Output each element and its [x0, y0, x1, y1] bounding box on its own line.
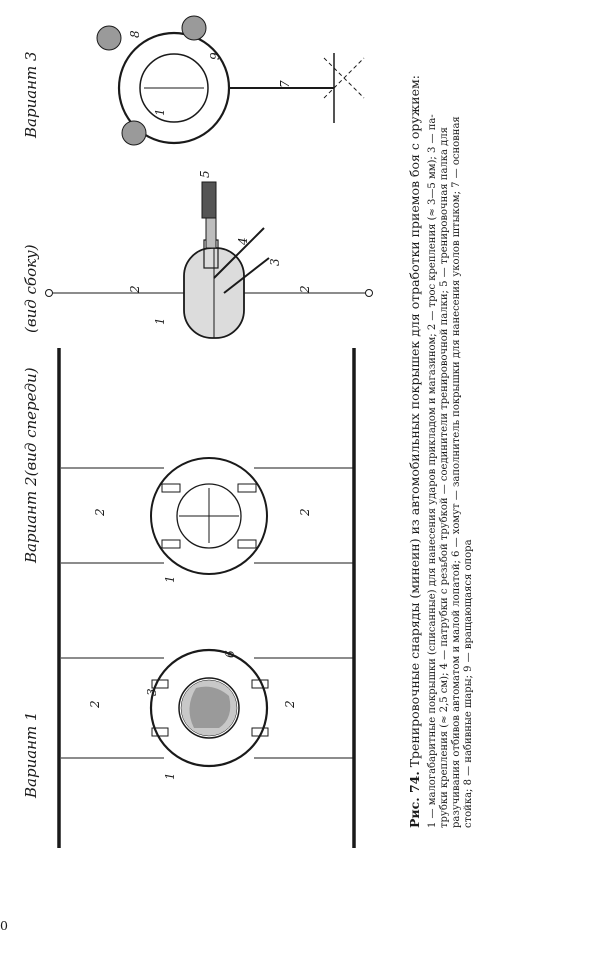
- caption-line-4: стойка; 8 — набивные шары; 9 — вращающаяся опора: [463, 539, 474, 828]
- part-number-1-v1: 1: [163, 772, 177, 780]
- figure-caption: [407, 75, 474, 828]
- part-number-1-side: 1: [153, 317, 167, 325]
- part-number-5-side: 5: [198, 170, 212, 178]
- part-number-2b-v2: 2: [298, 508, 312, 516]
- part-number-3-v1: 3: [145, 688, 159, 696]
- label-variant-1: Вариант 1: [22, 711, 40, 798]
- caption-line-2: трубки крепления (≈ 2,5 см); 4 — патрубки с резьбой трубкой — соединители тренировочной палки; 5 — тренировочная палка для: [439, 127, 450, 828]
- label-variant-2: Вариант 2(вид спереди): [22, 367, 40, 563]
- part-number-7-v3: 7: [278, 80, 292, 88]
- page-number: 0: [0, 918, 8, 933]
- support-rails: [59, 348, 354, 848]
- part-number-3-side: 3: [268, 258, 282, 266]
- part-number-1-v3: 1: [153, 108, 167, 116]
- part-number-2-side: 2: [128, 285, 142, 293]
- part-number-2b-side: 2: [298, 285, 312, 293]
- rotated-figure: [22, 16, 474, 848]
- caption-title-bold: Рис. 74.: [407, 771, 422, 828]
- svg-text:Рис. 74. Тренировочные снаряды: [407, 75, 422, 828]
- part-number-2-v1: 2: [88, 700, 102, 708]
- variant-3-drawing: [97, 16, 364, 145]
- part-number-2-v2: 2: [93, 508, 107, 516]
- caption-line-1: 1 — малогабаритные покрышки (списанные) для нанесения ударов прикладом и магазином; 2 — трос крепления (≈ 3—5 мм); 3 — па-: [427, 114, 438, 828]
- part-number-6-v1: 6: [223, 650, 237, 658]
- label-side-view: (вид сбоку): [22, 244, 40, 333]
- part-number-8-v3: 8: [128, 30, 142, 38]
- variant-1-drawing: [61, 650, 354, 780]
- variant-2-side-drawing: [46, 170, 373, 338]
- part-number-4-side: 4: [236, 237, 250, 245]
- variant-2-front-drawing: [61, 458, 354, 583]
- part-number-9-v3: 9: [208, 52, 222, 60]
- caption-line-3: разучивания отбивов автоматом и малой лопатой; 6 — хомут — заполнитель покрышки для нанесения уколов штыком; 7 — основная: [451, 116, 462, 828]
- part-number-2b-v1: 2: [283, 700, 297, 708]
- label-variant-3: Вариант 3: [22, 51, 40, 138]
- part-number-1-v2: 1: [163, 575, 177, 583]
- caption-title: Тренировочные снаряды (минеин) из автомобильных покрышек для отработки приемов боя с оружием:: [407, 75, 422, 772]
